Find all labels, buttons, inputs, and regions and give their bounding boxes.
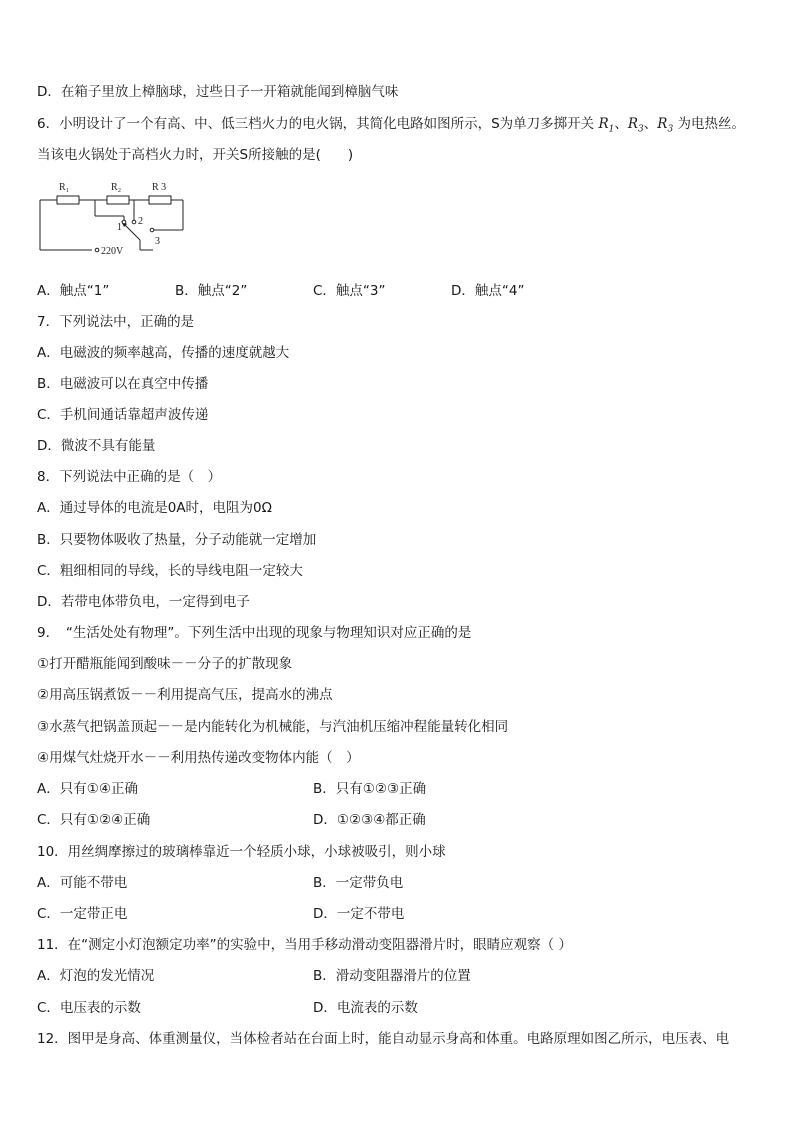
q9-statement-3: ③水蒸气把锅盖顶起－－是内能转化为机械能，与汽油机压缩冲程能量转化相同	[37, 719, 509, 735]
q7-option-a[interactable]: A．电磁波的频率越高，传播的速度就越大	[37, 345, 290, 361]
question-12-stem: 12．图甲是身高、体重测量仪，当体检者站在台面上时，能自动显示身高和体重。电路原理如图乙所示，电压表、电	[37, 1031, 730, 1047]
q6-option-c[interactable]: C．触点“3”	[313, 283, 386, 299]
question-7-stem: 7．下列说法中，正确的是	[37, 314, 195, 330]
q9-option-b[interactable]: B．只有①②③正确	[313, 781, 427, 797]
voltage-label: 220V	[101, 246, 124, 257]
label-r2: R₂	[111, 182, 122, 193]
q9-statement-4: ④用煤气灶烧开水－－利用热传递改变物体内能（ ）	[37, 750, 360, 766]
q11-option-c[interactable]: C．电压表的示数	[37, 1000, 141, 1016]
q6-option-b[interactable]: B．触点“2”	[175, 283, 248, 299]
q9-statement-1: ①打开醋瓶能闻到酸味－－分子的扩散现象	[37, 656, 293, 672]
contact-2-label: 2	[138, 216, 143, 227]
q10-option-d[interactable]: D．一定不带电	[313, 906, 405, 922]
q11-option-a[interactable]: A．灯泡的发光情况	[37, 968, 155, 984]
q9-option-a[interactable]: A．只有①④正确	[37, 781, 138, 797]
q8-option-a[interactable]: A．通过导体的电流是0A时，电阻为0Ω	[37, 500, 272, 516]
resistor-r3: $R_3$	[657, 116, 674, 135]
circuit-diagram	[37, 178, 197, 260]
question-6-stem-2: 当该电火锅处于高档火力时，开关S所接触的是( )	[37, 147, 354, 163]
q10-option-b[interactable]: B．一定带负电	[313, 875, 404, 891]
q7-option-c[interactable]: C．手机间通话靠超声波传递	[37, 407, 209, 423]
q8-option-c[interactable]: C．粗细相同的导线，长的导线电阻一定较大	[37, 563, 303, 579]
q9-option-d[interactable]: D．①②③④都正确	[313, 812, 426, 828]
contact-3-label: 3	[155, 236, 160, 247]
q8-option-b[interactable]: B．只要物体吸收了热量，分子动能就一定增加	[37, 532, 317, 548]
question-8-stem: 8．下列说法中正确的是（ ）	[37, 469, 222, 485]
question-9-stem: 9． “生活处处有物理”。下列生活中出现的现象与物理知识对应正确的是	[37, 625, 472, 641]
question-11-stem: 11．在“测定小灯泡额定功率”的实验中，当用手移动滑动变阻器滑片时，眼睛应观察（ ）	[37, 937, 572, 953]
q9-option-c[interactable]: C．只有①②④正确	[37, 812, 151, 828]
q5-option-d: D．在箱子里放上樟脑球，过些日子一开箱就能闻到樟脑气味	[37, 84, 399, 100]
resistor-r2: $R_3$	[627, 116, 644, 135]
q10-option-c[interactable]: C．一定带正电	[37, 906, 128, 922]
q7-option-d[interactable]: D．微波不具有能量	[37, 438, 156, 454]
q6-option-d[interactable]: D．触点“4”	[451, 283, 525, 299]
question-10-stem: 10．用丝绸摩擦过的玻璃棒靠近一个轻质小球，小球被吸引，则小球	[37, 844, 446, 860]
resistor-r1: $R_1$	[598, 116, 615, 135]
label-r1: R₁	[59, 182, 70, 193]
label-r3: R 3	[152, 182, 167, 193]
q8-option-d[interactable]: D．若带电体带负电，一定得到电子	[37, 594, 250, 610]
contact-1-label: 1	[117, 222, 122, 233]
q7-option-b[interactable]: B．电磁波可以在真空中传播	[37, 376, 209, 392]
q9-statement-2: ②用高压锅煮饭－－利用提高气压，提高水的沸点	[37, 687, 333, 703]
q10-option-a[interactable]: A．可能不带电	[37, 875, 128, 891]
q11-option-d[interactable]: D．电流表的示数	[313, 1000, 418, 1016]
q6-option-a[interactable]: A．触点“1”	[37, 283, 110, 299]
question-6-stem: 6．小明设计了一个有高、中、低三档火力的电火锅，其简化电路如图所示，S为单刀多掷开关 $R_1$、$R_3$、$R_3$ 为电热丝。	[37, 116, 745, 135]
q11-option-b[interactable]: B．滑动变阻器滑片的位置	[313, 968, 471, 984]
